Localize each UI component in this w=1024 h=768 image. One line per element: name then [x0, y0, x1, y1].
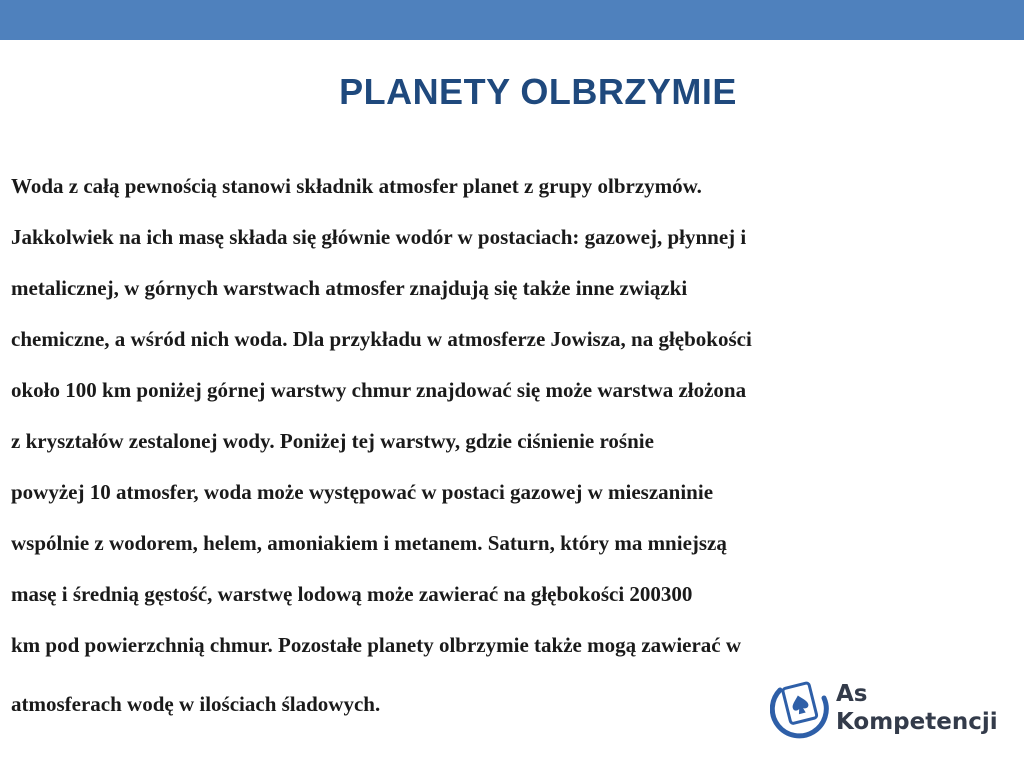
paragraph-line: metalicznej, w górnych warstwach atmosfer znajdują się także inne związki: [11, 276, 688, 300]
paragraph-line: około 100 km poniżej górnej warstwy chmur znajdować się może warstwa złożona: [11, 378, 747, 402]
top-accent-bar: [0, 0, 1024, 40]
paragraph-line: chemiczne, a wśród nich woda. Dla przykładu w atmosferze Jowisza, na głębokości: [11, 327, 752, 351]
as-kompetencji-logo: [770, 676, 1000, 744]
slide-title: PLANETY OLBRZYMIE: [339, 71, 737, 112]
logo-emblem-icon: [770, 676, 832, 744]
paragraph-line: powyżej 10 atmosfer, woda może występować w postaci gazowej w mieszaninie: [11, 480, 714, 504]
logo-line-as: As: [836, 681, 868, 707]
paragraph-line: Jakkolwiek na ich masę składa się głównie wodór w postaciach: gazowej, płynnej i: [11, 225, 747, 249]
paragraph-line: Woda z całą pewnością stanowi składnik atmosfer planet z grupy olbrzymów.: [11, 174, 702, 198]
paragraph-line: atmosferach wodę w ilościach śladowych.: [11, 692, 381, 716]
paragraph-line: wspólnie z wodorem, helem, amoniakiem i metanem. Saturn, który ma mniejszą: [11, 531, 727, 555]
paragraph-line: km pod powierzchnią chmur. Pozostałe planety olbrzymie także mogą zawierać w: [11, 633, 742, 657]
logo-line-kompetencji: Kompetencji: [836, 709, 998, 735]
logo-wordmark: [836, 680, 998, 736]
paragraph-line: masę i średnią gęstość, warstwę lodową może zawierać na głębokości 200300: [11, 582, 693, 606]
paragraph-line: z kryształów zestalonej wody. Poniżej tej warstwy, gdzie ciśnienie rośnie: [11, 429, 654, 453]
